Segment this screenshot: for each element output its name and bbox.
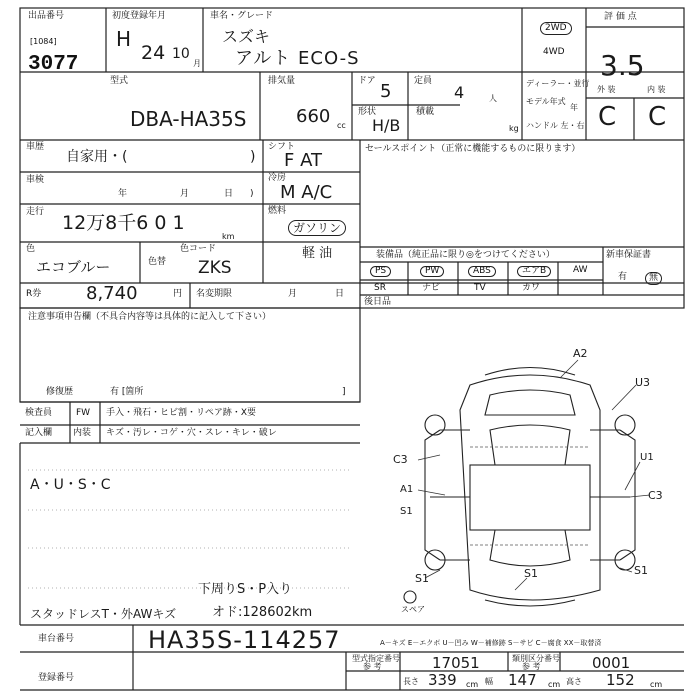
inspection-label: 車検 (26, 175, 45, 185)
inspector-int-label: 内装 (73, 428, 92, 438)
color-code: ZKS (198, 258, 232, 278)
warranty-label: 新車保証書 (606, 250, 652, 260)
spec-type-value: 17051 (432, 654, 480, 672)
spec-length: 339 (428, 671, 457, 689)
equip-ps: PS (370, 266, 391, 277)
shift-label: シフト (268, 142, 296, 152)
reg-number-label: 登録番号 (38, 673, 75, 683)
equipment-label: 装備品（純正品に限り◎をつけてください） (376, 250, 555, 260)
model-code-label: 型式 (110, 76, 129, 86)
doors-value: 5 (380, 81, 392, 102)
history-close: ) (250, 149, 256, 165)
history-value: 自家用・( (66, 149, 128, 165)
lot-label: 出品番号 (28, 11, 65, 21)
model-year-unit: 年 (570, 103, 578, 112)
bottom-note-2: スタッドレスT・外AWキズ (30, 607, 177, 621)
recycle-unit: 円 (173, 289, 183, 299)
shape-value: H/B (372, 116, 401, 135)
mark-rear-left: S1 (415, 572, 429, 585)
equip-navi: ナビ (422, 283, 441, 293)
inspector-int-items: キズ・汚レ・コゲ・穴・スレ・キレ・破レ (106, 428, 277, 438)
equip-airbag: エアB (517, 266, 551, 277)
dealer-label: ディーラー・並行 (526, 79, 590, 88)
chassis-value: HA35S-114257 (148, 626, 341, 654)
equip-pw: PW (420, 266, 444, 277)
drive-2wd: 2WD (540, 22, 572, 35)
spec-height: 152 (606, 671, 635, 689)
warranty-no: 無 (645, 272, 662, 285)
first-reg-year: 24 (141, 42, 166, 64)
displacement-value: 660 (296, 106, 331, 127)
spec-class-value: 0001 (592, 654, 631, 672)
color-code-label: 色コード (180, 244, 217, 254)
car-name-label: 車名・グレード (210, 11, 274, 21)
lot-code: [1084] (30, 37, 57, 46)
spec-height-label: 高さ (566, 677, 582, 686)
mark-rear: S1 (524, 567, 538, 580)
doors-label: ドア (358, 76, 376, 86)
inspector-note: A・U・S・C (30, 477, 111, 493)
mark-front-right-2: U1 (640, 452, 654, 463)
cooler-value: M A/C (280, 182, 333, 203)
first-reg-label: 初度登録年月 (112, 11, 167, 21)
score-ext-label: 外 装 (597, 85, 616, 94)
notes-label: 注意事項申告欄（不具合内容等は具体的に記入して下さい） (28, 312, 272, 322)
mileage-unit: km (222, 232, 235, 241)
mileage-value: 12万8千6 0 1 (62, 212, 185, 234)
spec-width-unit: cm (548, 680, 561, 689)
history-label: 車歴 (26, 142, 45, 152)
spec-type-ref: 参 考 (363, 662, 382, 671)
recycle-value: 8,740 (86, 283, 138, 304)
sales-point-label: セールスポイント（正常に機能するものに限ります） (365, 144, 581, 154)
shift-value: F AT (284, 150, 322, 171)
score-ext: C (598, 102, 617, 132)
mark-left-side: A1 (400, 484, 414, 495)
bottom-note-1: 下周りS・P入り (198, 582, 293, 597)
spec-type-label: 型式指定番号 (352, 654, 400, 663)
fuel-gasoline: ガソリン (288, 220, 346, 236)
inspector-label-2: 記入欄 (25, 428, 53, 438)
mark-mid-left: C3 (393, 453, 408, 466)
displacement-unit: cc (337, 121, 346, 130)
spec-length-label: 長さ (403, 677, 419, 686)
car-maker: スズキ (222, 27, 271, 46)
first-reg-month: 10 (172, 46, 190, 62)
rear-seat-label: 後日品 (364, 297, 392, 307)
spec-class-ref: 参 考 (522, 662, 541, 671)
inspection-day: 日 (224, 189, 234, 199)
score-value: 3.5 (600, 49, 645, 82)
equip-leather: カワ (522, 283, 541, 293)
bottom-note-3: オド:128602km (212, 605, 313, 620)
recycle-label: R券 (26, 289, 42, 299)
handle-label: ハンドル 左・右 (526, 121, 585, 130)
spec-width-label: 幅 (485, 677, 493, 686)
fuel-label: 燃料 (268, 206, 287, 216)
equip-aw: AW (573, 265, 588, 275)
car-model: アルト ECO-S (235, 48, 360, 69)
repair-label: 修復歴 (46, 387, 74, 397)
inspection-month: 月 (180, 189, 190, 199)
equip-sr: SR (374, 283, 386, 293)
fuel-diesel: 軽 油 (302, 246, 333, 261)
score-int-label: 内 装 (647, 85, 666, 94)
repair-close: ] (342, 387, 346, 397)
mark-front: A2 (573, 347, 588, 360)
shape-label: 形状 (358, 107, 377, 117)
inspector-fw-items: 手入・飛石・ヒビ割・リペア跡・X要 (106, 408, 256, 418)
inspection-year: 年 (118, 189, 128, 199)
spec-height-unit: cm (650, 680, 663, 689)
damage-legend: A－キズ E－エクボ U－凹み W－補修跡 S－サビ C－腐食 XX－取替済 (380, 639, 602, 647)
name-change-label: 名変期限 (196, 289, 233, 299)
warranty-yes: 有 (618, 272, 628, 282)
mark-left-side-2: S1 (400, 506, 413, 517)
inspector-label-1: 検査員 (25, 408, 53, 418)
spec-width: 147 (508, 671, 537, 689)
capacity-unit: 人 (489, 94, 497, 103)
inspector-fw-label: FW (76, 408, 91, 418)
chassis-label: 車台番号 (38, 634, 75, 644)
name-change-month: 月 (288, 289, 298, 299)
mark-right-side: C3 (648, 489, 663, 502)
cooler-label: 冷房 (268, 173, 287, 183)
model-year-label: モデル年式 (526, 97, 566, 106)
mileage-label: 走行 (26, 207, 45, 217)
spec-length-unit: cm (466, 680, 479, 689)
load-unit: kg (509, 124, 519, 133)
equip-tv: TV (474, 283, 486, 293)
color-value: エコブルー (36, 258, 111, 276)
load-label: 積載 (416, 107, 435, 117)
name-change-day: 日 (335, 289, 345, 299)
capacity-label: 定員 (414, 76, 433, 86)
score-int: C (648, 102, 667, 132)
lot-number: 3077 (28, 53, 79, 76)
first-reg-month-unit: 月 (193, 59, 201, 68)
spec-class-label: 類別区分番号 (512, 654, 560, 663)
inspection-close: ) (250, 189, 254, 199)
first-reg-era: H (116, 27, 132, 51)
equip-abs: ABS (468, 266, 496, 277)
mark-rear-right: S1 (634, 564, 648, 577)
mark-front-right: U3 (635, 376, 651, 389)
drive-4wd: 4WD (543, 47, 565, 57)
model-code-value: DBA-HA35S (130, 107, 247, 131)
color-label: 色 (26, 244, 36, 254)
displacement-label: 排気量 (268, 76, 296, 86)
color-change-label: 色替 (148, 257, 167, 267)
score-label: 評 価 点 (604, 12, 637, 22)
repair-value: 有 [箇所 (110, 387, 144, 397)
capacity-value: 4 (454, 83, 465, 102)
mark-spare: スペア (401, 605, 425, 614)
